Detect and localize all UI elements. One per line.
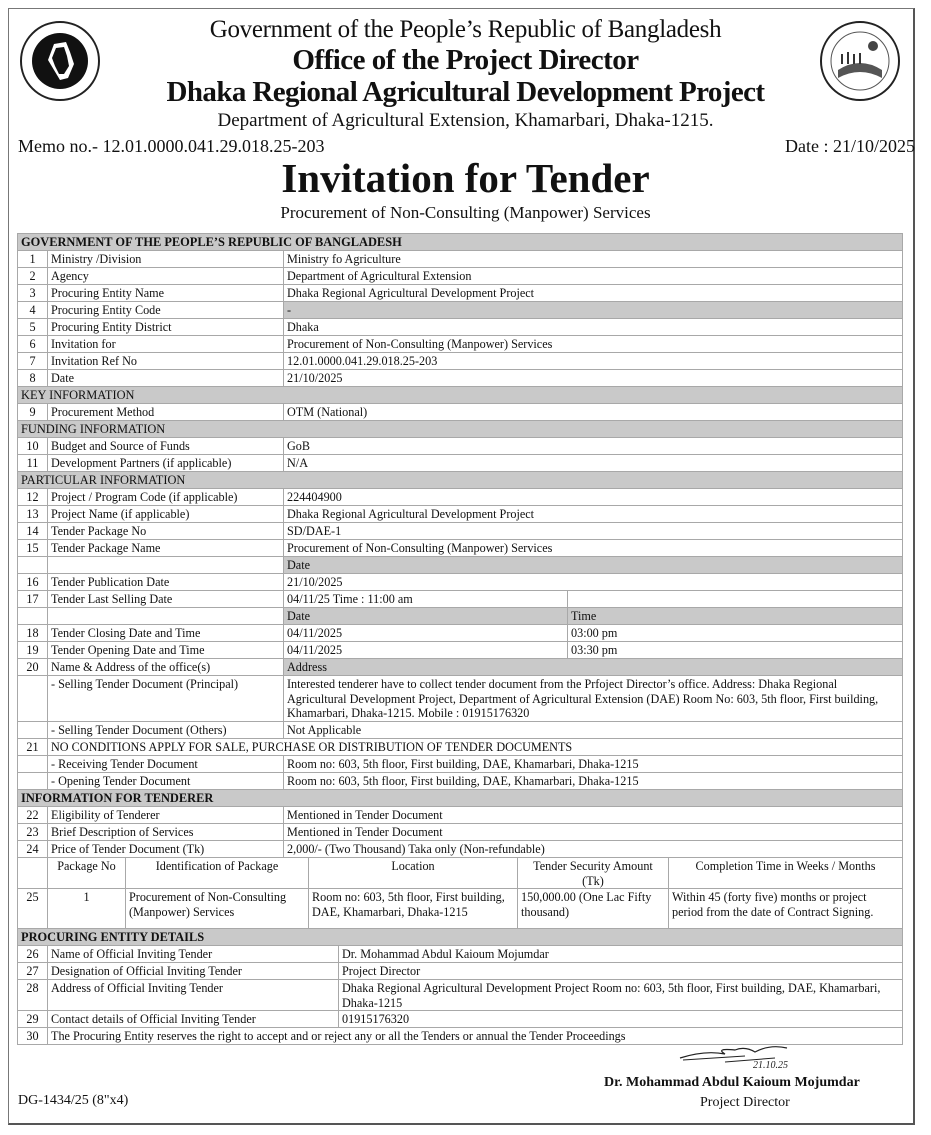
completion-time: Within 45 (forty five) months or project period from the date of Contract Signing.	[669, 889, 903, 929]
field-label: Budget and Source of Funds	[48, 438, 284, 455]
row-number	[18, 755, 48, 772]
table-row	[18, 980, 903, 1011]
field-value: 21/10/2025	[284, 370, 903, 387]
field-value: 01915176320	[339, 1011, 903, 1028]
package-header-row	[18, 858, 903, 889]
row-number: 21	[18, 738, 48, 755]
package-header-cell: Tender Security Amount (Tk)	[518, 858, 669, 889]
field-label: Tender Opening Date and Time	[48, 642, 284, 659]
field-label: Procurement Method	[48, 404, 284, 421]
table-row	[18, 946, 903, 963]
section-title: INFORMATION FOR TENDERER	[18, 789, 903, 806]
table-row	[18, 1011, 903, 1028]
field-value: Dhaka Regional Agricultural Development Project Room no: 603, 5th floor, First building, DAE, Khamarbari, Dhaka-1215	[339, 980, 903, 1011]
table-row	[18, 823, 903, 840]
table-row	[18, 268, 903, 285]
package-table	[17, 857, 903, 929]
field-label: Procuring Entity Code	[48, 302, 284, 319]
field-value: -	[284, 302, 903, 319]
project-heading: Dhaka Regional Agricultural Development Project	[166, 76, 765, 108]
row-number: 24	[18, 840, 48, 857]
section-title: GOVERNMENT OF THE PEOPLE’S REPUBLIC OF BANGLADESH	[18, 234, 903, 251]
blank-cell	[48, 557, 284, 574]
package-location: Room no: 603, 5th floor, First building, DAE, Khamarbari, Dhaka-1215	[309, 889, 518, 929]
section-header-row	[18, 387, 903, 404]
time-value: 03:00 pm	[568, 625, 903, 642]
table-row	[18, 353, 903, 370]
field-value: N/A	[284, 455, 903, 472]
field-label: Date	[48, 370, 284, 387]
row-number: 14	[18, 523, 48, 540]
row-number: 28	[18, 980, 48, 1011]
table-row	[18, 840, 903, 857]
field-label: - Opening Tender Document	[48, 772, 284, 789]
row-number: 6	[18, 336, 48, 353]
field-value: GoB	[284, 438, 903, 455]
row-number: 11	[18, 455, 48, 472]
row-number: 10	[18, 438, 48, 455]
table-row	[18, 404, 903, 421]
field-value: Procurement of Non-Consulting (Manpower) Services	[284, 540, 903, 557]
field-value: Procurement of Non-Consulting (Manpower) Services	[284, 336, 903, 353]
tender-info-table	[17, 233, 903, 858]
signature-image	[675, 1040, 805, 1072]
section-header-row	[18, 472, 903, 489]
table-row	[18, 506, 903, 523]
field-label: Tender Package Name	[48, 540, 284, 557]
field-value: Ministry fo Agriculture	[284, 251, 903, 268]
field-label: Contact details of Official Inviting Tender	[48, 1011, 339, 1028]
office-heading: Office of the Project Director	[292, 44, 639, 76]
package-identification: Procurement of Non-Consulting (Manpower) Services	[126, 889, 309, 929]
row-number: 19	[18, 642, 48, 659]
field-label: Procuring Entity District	[48, 319, 284, 336]
field-value: Department of Agricultural Extension	[284, 268, 903, 285]
subheader-row	[18, 557, 903, 574]
field-label: Invitation Ref No	[48, 353, 284, 370]
field-value: Mentioned in Tender Document	[284, 823, 903, 840]
field-label: Agency	[48, 268, 284, 285]
row-number: 25	[18, 889, 48, 929]
table-row	[18, 806, 903, 823]
field-label: Tender Package No	[48, 523, 284, 540]
row-number: 8	[18, 370, 48, 387]
table-row	[18, 772, 903, 789]
section-header-row	[18, 929, 903, 946]
table-row	[18, 963, 903, 980]
row-number: 30	[18, 1028, 48, 1045]
field-value: 2,000/- (Two Thousand) Taka only (Non-refundable)	[284, 840, 903, 857]
field-value: Interested tenderer have to collect tender document from the Prfoject Director’s office. Address: Dhaka Regional Agricultural Development Project, Department of Agricultural Extension (DAE) Room No: 603, 5th floor, First building, Khamarbari, Dhaka-1215. Mobile : 01915176320	[284, 676, 903, 722]
section-header-row	[18, 789, 903, 806]
field-label: Project / Program Code (if applicable)	[48, 489, 284, 506]
row-number: 23	[18, 823, 48, 840]
field-value: 12.01.0000.041.29.018.25-203	[284, 353, 903, 370]
row-number: 13	[18, 506, 48, 523]
section-header-row	[18, 421, 903, 438]
field-value: Dr. Mohammad Abdul Kaioum Mojumdar	[339, 946, 903, 963]
department-address: Department of Agricultural Extension, Khamarbari, Dhaka-1215.	[217, 110, 714, 131]
field-value: 21/10/2025	[284, 574, 903, 591]
section-header-row	[18, 234, 903, 251]
section-title: PROCURING ENTITY DETAILS	[18, 929, 903, 946]
row-number: 4	[18, 302, 48, 319]
section-title: FUNDING INFORMATION	[18, 421, 903, 438]
subheader-time: Time	[568, 608, 903, 625]
page-title: Invitation for Tender	[281, 155, 650, 201]
table-row	[18, 523, 903, 540]
table-row	[18, 591, 903, 608]
date-value: 04/11/25 Time : 11:00 am	[284, 591, 568, 608]
row-number: 17	[18, 591, 48, 608]
row-number: 9	[18, 404, 48, 421]
row-number: 5	[18, 319, 48, 336]
package-header-cell: Package No	[48, 858, 126, 889]
package-header-cell: Completion Time in Weeks / Months	[669, 858, 903, 889]
field-label: Name of Official Inviting Tender	[48, 946, 339, 963]
field-label: Brief Description of Services	[48, 823, 284, 840]
row-number: 18	[18, 625, 48, 642]
row-number: 7	[18, 353, 48, 370]
field-value: Room no: 603, 5th floor, First building, DAE, Khamarbari, Dhaka-1215	[284, 755, 903, 772]
blank-cell	[48, 608, 284, 625]
date-value: 04/11/2025	[284, 642, 568, 659]
field-label: Development Partners (if applicable)	[48, 455, 284, 472]
field-value: OTM (National)	[284, 404, 903, 421]
field-label: Address of Official Inviting Tender	[48, 980, 339, 1011]
table-row	[18, 370, 903, 387]
time-value: 03:30 pm	[568, 642, 903, 659]
full-width-note: The Procuring Entity reserves the right to accept and or reject any or all the Tenders or annual the Tender Proceedings	[48, 1028, 903, 1045]
field-label: Name & Address of the office(s)	[48, 659, 284, 676]
field-value: Project Director	[339, 963, 903, 980]
row-number: 15	[18, 540, 48, 557]
memo-number: Memo no.- 12.01.0000.041.29.018.25-203	[18, 136, 325, 156]
package-header-cell: Identification of Package	[126, 858, 309, 889]
package-header-cell: Location	[309, 858, 518, 889]
section-title: KEY INFORMATION	[18, 387, 903, 404]
row-number: 27	[18, 963, 48, 980]
field-label: Designation of Official Inviting Tender	[48, 963, 339, 980]
row-number	[18, 721, 48, 738]
row-number: 2	[18, 268, 48, 285]
field-value: Room no: 603, 5th floor, First building, DAE, Khamarbari, Dhaka-1215	[284, 772, 903, 789]
table-row	[18, 336, 903, 353]
table-row	[18, 721, 903, 738]
blank-cell	[18, 608, 48, 625]
row-number: 29	[18, 1011, 48, 1028]
table-row	[18, 659, 903, 676]
page-subtitle: Procurement of Non-Consulting (Manpower) Services	[280, 203, 651, 222]
government-heading: Government of the People’s Republic of Bangladesh	[209, 16, 722, 43]
field-value: Dhaka	[284, 319, 903, 336]
row-number	[18, 772, 48, 789]
table-row	[18, 438, 903, 455]
signatory-designation: Project Director	[700, 1095, 790, 1110]
row-number: 12	[18, 489, 48, 506]
field-value: SD/DAE-1	[284, 523, 903, 540]
svg-text:21.10.25: 21.10.25	[753, 1060, 788, 1071]
full-width-note: NO CONDITIONS APPLY FOR SALE, PURCHASE OR DISTRIBUTION OF TENDER DOCUMENTS	[48, 738, 903, 755]
field-value: Mentioned in Tender Document	[284, 806, 903, 823]
table-row	[18, 642, 903, 659]
row-number	[18, 676, 48, 722]
table-row	[18, 625, 903, 642]
row-number: 20	[18, 659, 48, 676]
section-title: PARTICULAR INFORMATION	[18, 472, 903, 489]
table-row	[18, 738, 903, 755]
footer-code: DG-1434/25 (8"x4)	[18, 1093, 129, 1108]
procuring-entity-table	[17, 928, 903, 1045]
field-label: Procuring Entity Name	[48, 285, 284, 302]
table-row	[18, 540, 903, 557]
field-label: - Receiving Tender Document	[48, 755, 284, 772]
table-row	[18, 676, 903, 722]
tender-security-amount: 150,000.00 (One Lac Fifty thousand)	[518, 889, 669, 929]
row-number: 1	[18, 251, 48, 268]
signatory-name: Dr. Mohammad Abdul Kaioum Mojumdar	[604, 1075, 860, 1090]
field-value: Dhaka Regional Agricultural Development Project	[284, 285, 903, 302]
table-row	[18, 319, 903, 336]
field-label: Eligibility of Tenderer	[48, 806, 284, 823]
package-header-cell	[18, 858, 48, 889]
row-number: 16	[18, 574, 48, 591]
table-row	[18, 251, 903, 268]
field-label: - Selling Tender Document (Others)	[48, 721, 284, 738]
table-row	[18, 574, 903, 591]
package-no: 1	[48, 889, 126, 929]
field-value: Address	[284, 659, 903, 676]
date-value: 04/11/2025	[284, 625, 568, 642]
field-label: Project Name (if applicable)	[48, 506, 284, 523]
table-row	[18, 285, 903, 302]
field-value: Dhaka Regional Agricultural Development Project	[284, 506, 903, 523]
subheader-date: Date	[284, 608, 568, 625]
subheader-date: Date	[284, 557, 903, 574]
field-label: Ministry /Division	[48, 251, 284, 268]
field-label: - Selling Tender Document (Principal)	[48, 676, 284, 722]
field-label: Tender Closing Date and Time	[48, 625, 284, 642]
row-number: 26	[18, 946, 48, 963]
field-label: Tender Publication Date	[48, 574, 284, 591]
row-number: 22	[18, 806, 48, 823]
field-value: Not Applicable	[284, 721, 903, 738]
table-row	[18, 455, 903, 472]
subheader-row	[18, 608, 903, 625]
field-label: Tender Last Selling Date	[48, 591, 284, 608]
field-label: Price of Tender Document (Tk)	[48, 840, 284, 857]
table-row	[18, 302, 903, 319]
table-row	[18, 755, 903, 772]
blank-cell	[18, 557, 48, 574]
notice-date: Date : 21/10/2025	[785, 136, 915, 156]
package-row	[18, 889, 903, 929]
field-label: Invitation for	[48, 336, 284, 353]
time-value	[568, 591, 903, 608]
table-row	[18, 489, 903, 506]
field-value: 224404900	[284, 489, 903, 506]
row-number: 3	[18, 285, 48, 302]
